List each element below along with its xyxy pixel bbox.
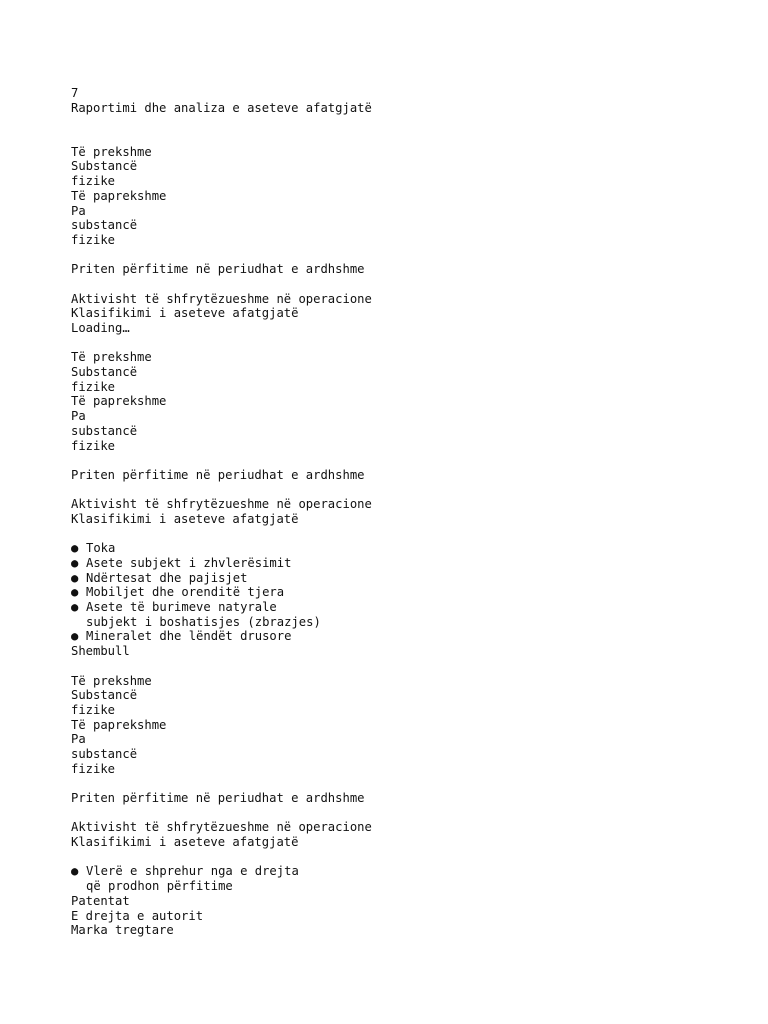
classification-heading: Klasifikimi i aseteve afatgjatë: [71, 306, 299, 321]
list-item: [71, 600, 751, 615]
bullet-icon: ●: [71, 864, 79, 879]
future-benefits-label: Priten përfitime në periudhat e ardhshme: [71, 791, 365, 806]
spacer: [71, 776, 751, 791]
list-item-text: Mobiljet dhe orenditë tjera: [86, 585, 285, 600]
spacer: [71, 115, 751, 144]
bullet-icon: ●: [71, 570, 79, 585]
no-substance-label-line2: substancë: [71, 423, 138, 438]
no-substance-label-line1: Pa: [71, 203, 86, 218]
no-substance-label-line2: substancë: [71, 746, 138, 761]
intangible-label: Të paprekshme: [71, 188, 167, 203]
list-item-text: Mineralet dhe lëndët drusore: [86, 629, 292, 644]
tangible-label: Të prekshme: [71, 350, 152, 365]
list-item-text: Asete të burimeve natyrale: [86, 600, 277, 615]
list-item: [71, 571, 751, 586]
physical-substance-label-line2: fizike: [71, 379, 116, 394]
bullet-icon: ●: [71, 585, 79, 600]
list-item: [71, 556, 751, 571]
spacer: [71, 659, 751, 674]
spacer: [71, 483, 751, 498]
bullet-icon: ●: [71, 600, 79, 615]
spacer: [71, 806, 751, 821]
example-label: Shembull: [71, 644, 130, 659]
active-use-label: Aktivisht të shfrytëzueshme në operacione: [71, 291, 372, 306]
no-substance-label-line3: fizike: [71, 438, 116, 453]
future-benefits-label: Priten përfitime në periudhat e ardhshme: [71, 262, 365, 277]
classification-heading: Klasifikimi i aseteve afatgjatë: [71, 835, 299, 850]
spacer: [71, 850, 751, 865]
page-number: 7: [71, 86, 79, 100]
list-item-text: Vlerë e shprehur nga e drejta: [86, 864, 299, 879]
spacer: [71, 453, 751, 468]
spacer: [71, 336, 751, 351]
physical-substance-label-line1: Substancë: [71, 688, 138, 703]
physical-substance-label-line1: Substancë: [71, 159, 138, 174]
diagram-1: [71, 145, 751, 336]
diagram-3: [71, 674, 751, 938]
example-item-trademark: Marka tregtare: [71, 923, 174, 938]
document-page: [71, 86, 751, 938]
list-item-continuation: subjekt i boshatisjes (zbrazjes): [86, 614, 321, 629]
active-use-label: Aktivisht të shfrytëzueshme në operacione: [71, 820, 372, 835]
classification-heading: Klasifikimi i aseteve afatgjatë: [71, 511, 299, 526]
list-item: [71, 864, 751, 879]
bullet-icon: ●: [71, 556, 79, 571]
intangible-label: Të paprekshme: [71, 394, 167, 409]
list-item: [71, 585, 751, 600]
bullet-icon: ●: [71, 629, 79, 644]
diagram-2: [71, 350, 751, 658]
spacer: [71, 277, 751, 292]
tangible-label: Të prekshme: [71, 673, 152, 688]
bullet-icon: ●: [71, 541, 79, 556]
tangible-label: Të prekshme: [71, 144, 152, 159]
page-title: Raportimi dhe analiza e aseteve afatgjatë: [71, 100, 372, 115]
spacer: [71, 527, 751, 542]
physical-substance-label-line2: fizike: [71, 174, 116, 189]
no-substance-label-line2: substancë: [71, 218, 138, 233]
list-item-text: Toka: [86, 541, 116, 556]
active-use-label: Aktivisht të shfrytëzueshme në operacione: [71, 497, 372, 512]
no-substance-label-line3: fizike: [71, 761, 116, 776]
example-item-patents: Patentat: [71, 893, 130, 908]
loading-text: Loading…: [71, 321, 130, 336]
spacer: [71, 248, 751, 263]
list-item: [71, 541, 751, 556]
physical-substance-label-line2: fizike: [71, 702, 116, 717]
list-item: [71, 629, 751, 644]
no-substance-label-line1: Pa: [71, 732, 86, 747]
list-item-text: Asete subjekt i zhvlerësimit: [86, 556, 292, 571]
no-substance-label-line3: fizike: [71, 232, 116, 247]
example-item-copyright: E drejta e autorit: [71, 908, 204, 923]
list-item-text: Ndërtesat dhe pajisjet: [86, 570, 248, 585]
future-benefits-label: Priten përfitime në periudhat e ardhshme: [71, 467, 365, 482]
no-substance-label-line1: Pa: [71, 409, 86, 424]
physical-substance-label-line1: Substancë: [71, 365, 138, 380]
list-item-continuation: që prodhon përfitime: [86, 879, 233, 894]
intangible-label: Të paprekshme: [71, 717, 167, 732]
